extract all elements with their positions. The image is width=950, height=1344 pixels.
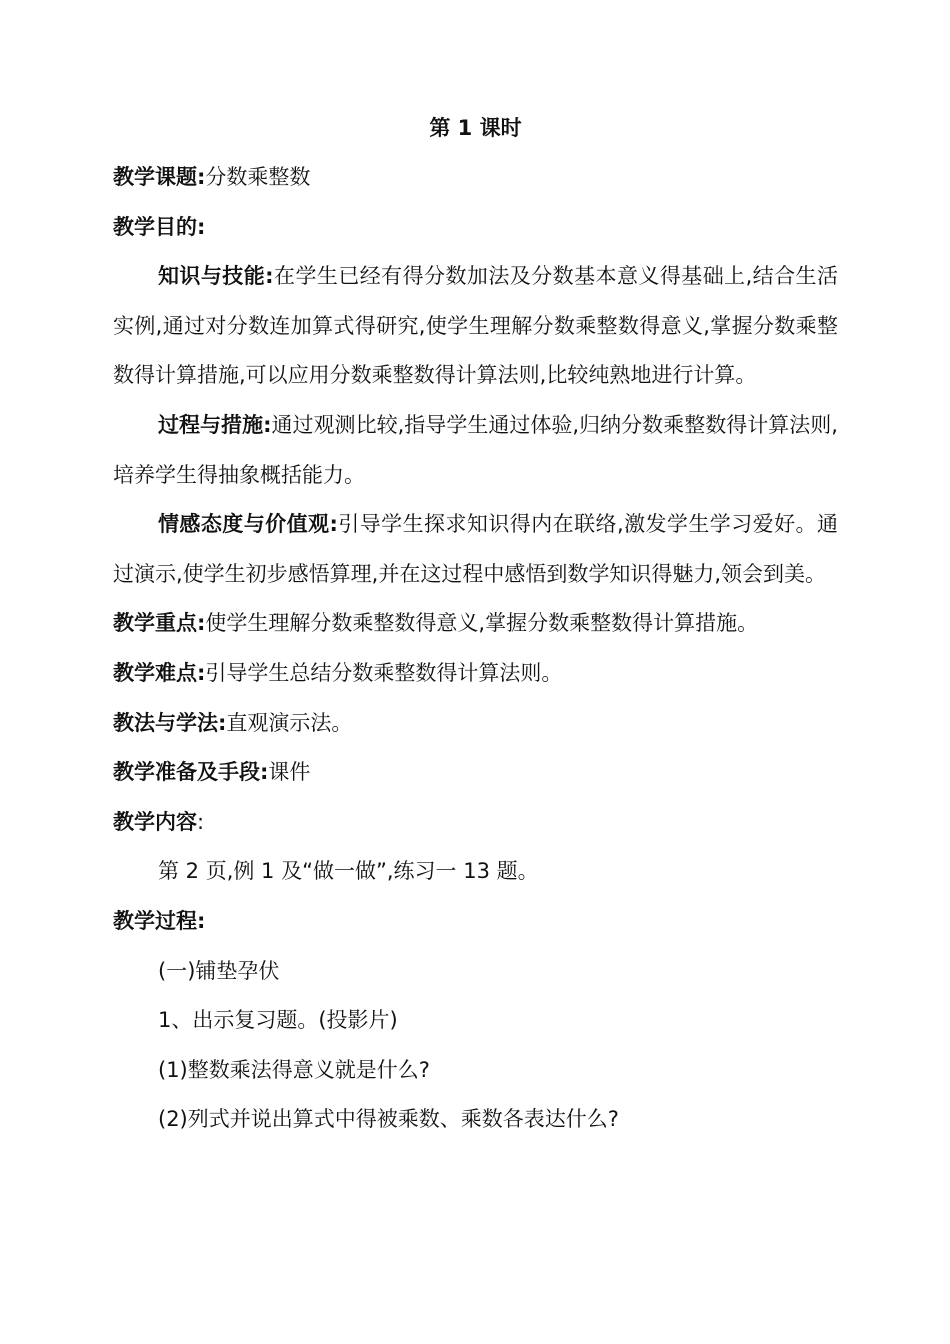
key-point-value: 使学生理解分数乘整数得意义,掌握分数乘整数得计算措施。 xyxy=(205,611,759,636)
preparation-line xyxy=(113,748,838,798)
difficulty-value: 引导学生总结分数乘整数得计算法则。 xyxy=(205,660,563,685)
difficulty-line xyxy=(113,649,838,699)
procedure-item: 1、出示复习题。(投影片) xyxy=(158,1008,398,1033)
procedure-item: (2)列式并说出算式中得被乘数、乘数各表达什么? xyxy=(158,1107,619,1132)
content-label: 教学内容 xyxy=(113,809,197,834)
content-colon: : xyxy=(197,809,205,834)
topic-label: 教学课题: xyxy=(113,165,206,189)
process-method-text: 通过观测比较,指导学生通过体验,归纳分数乘整数得计算法则,培养学生得抽象概括能力。 xyxy=(113,412,838,487)
topic-line xyxy=(113,153,838,203)
knowledge-text: 在学生已经有得分数加法及分数基本意义得基础上,结合生活实例,通过对分数连加算式得研究,使学生理解分数乘整数得意义,掌握分数乘整数得计算措施,可以应用分数乘整数得计算法则,比较纯熟地进行计算。 xyxy=(113,264,838,388)
procedure-label: 教学过程: xyxy=(113,908,206,933)
procedure-item: (1)整数乘法得意义就是什么? xyxy=(158,1057,430,1082)
key-point-label: 教学重点: xyxy=(113,611,206,636)
lesson-title: 第 1 课时 xyxy=(429,116,522,140)
content-heading xyxy=(113,798,838,848)
procedure-item: (一)铺垫孕伏 xyxy=(158,958,280,983)
preparation-value: 课件 xyxy=(268,760,311,785)
methods-line xyxy=(113,699,838,749)
objectives-heading xyxy=(113,203,838,253)
attitude-label: 情感态度与价值观: xyxy=(158,512,338,537)
knowledge-paragraph xyxy=(113,252,838,401)
objectives-label: 教学目的: xyxy=(113,214,206,239)
process-method-label: 过程与措施: xyxy=(158,412,272,437)
content-value: 第 2 页,例 1 及“做一做”,练习一 13 题。 xyxy=(158,859,539,884)
attitude-text: 引导学生探求知识得内在联络,激发学生学习爱好。通过演示,使学生初步感悟算理,并在这过程中感悟到数学知识得魅力,领会到美。 xyxy=(113,512,838,586)
procedure-heading xyxy=(113,897,838,947)
preparation-label: 教学准备及手段: xyxy=(113,760,269,785)
difficulty-label: 教学难点: xyxy=(113,660,206,685)
methods-label: 教法与学法: xyxy=(113,710,227,735)
topic-value: 分数乘整数 xyxy=(205,165,311,189)
methods-value: 直观演示法。 xyxy=(226,710,353,735)
process-method-paragraph xyxy=(113,401,838,500)
key-point-line xyxy=(113,599,838,649)
knowledge-label: 知识与技能: xyxy=(158,264,274,289)
attitude-paragraph xyxy=(113,500,838,599)
